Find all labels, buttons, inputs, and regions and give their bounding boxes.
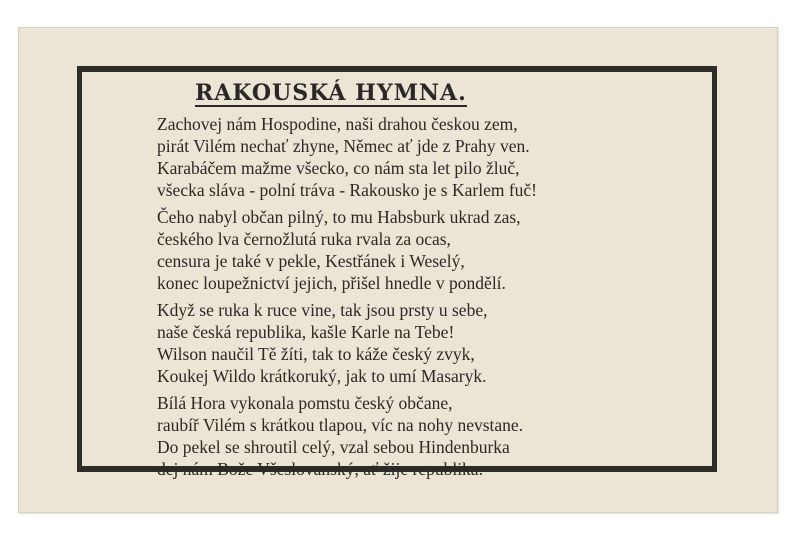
poem-line: naše česká republika, kašle Karle na Tebe! [157, 322, 455, 342]
black-border-frame [77, 66, 717, 479]
stanza [157, 392, 537, 480]
poem-line: dej nám Bože Všeslovanský, ať žije republika. [157, 459, 483, 479]
poem-line: Bílá Hora vykonala pomstu český občane, [157, 393, 453, 413]
postcard [18, 27, 778, 513]
poem-line: všecka sláva - polní tráva - Rakousko je s Karlem fuč! [157, 180, 538, 200]
poem-line: Karabáčem mažme všecko, co nám sta let pilo žluč, [157, 158, 520, 178]
poem-line: raubíř Vilém s krátkou tlapou, víc na nohy nevstane. [157, 415, 524, 435]
poem-line: českého lva černožlutá ruka rvala za ocas, [157, 229, 451, 249]
poem-line: Do pekel se shroutil celý, vzal sebou Hindenburka [157, 437, 510, 457]
poem-body [157, 113, 537, 480]
stanza [157, 206, 537, 294]
poem-line: Wilson naučil Tě žíti, tak to káže český zvyk, [157, 344, 475, 364]
poem-line: Když se ruka k ruce vine, tak jsou prsty u sebe, [157, 300, 488, 320]
poem-line: pirát Vilém nechať zhyne, Němec ať jde z Prahy ven. [157, 136, 530, 156]
stanza [157, 299, 537, 387]
poem-title [82, 80, 712, 107]
stanza [157, 113, 537, 201]
poem-title-text: RAKOUSKÁ HYMNA. [195, 80, 467, 106]
poem-line: Koukej Wildo krátkoruký, jak to umí Masaryk. [157, 366, 487, 386]
poem-line: konec loupežnictví jejich, přišel hnedle v pondělí. [157, 273, 506, 293]
poem-line: Čeho nabyl občan pilný, to mu Habsburk ukrad zas, [157, 207, 521, 227]
poem-line: censura je také v pekle, Kestřánek i Weselý, [157, 251, 465, 271]
poem-line: Zachovej nám Hospodine, naši drahou českou zem, [157, 114, 518, 134]
